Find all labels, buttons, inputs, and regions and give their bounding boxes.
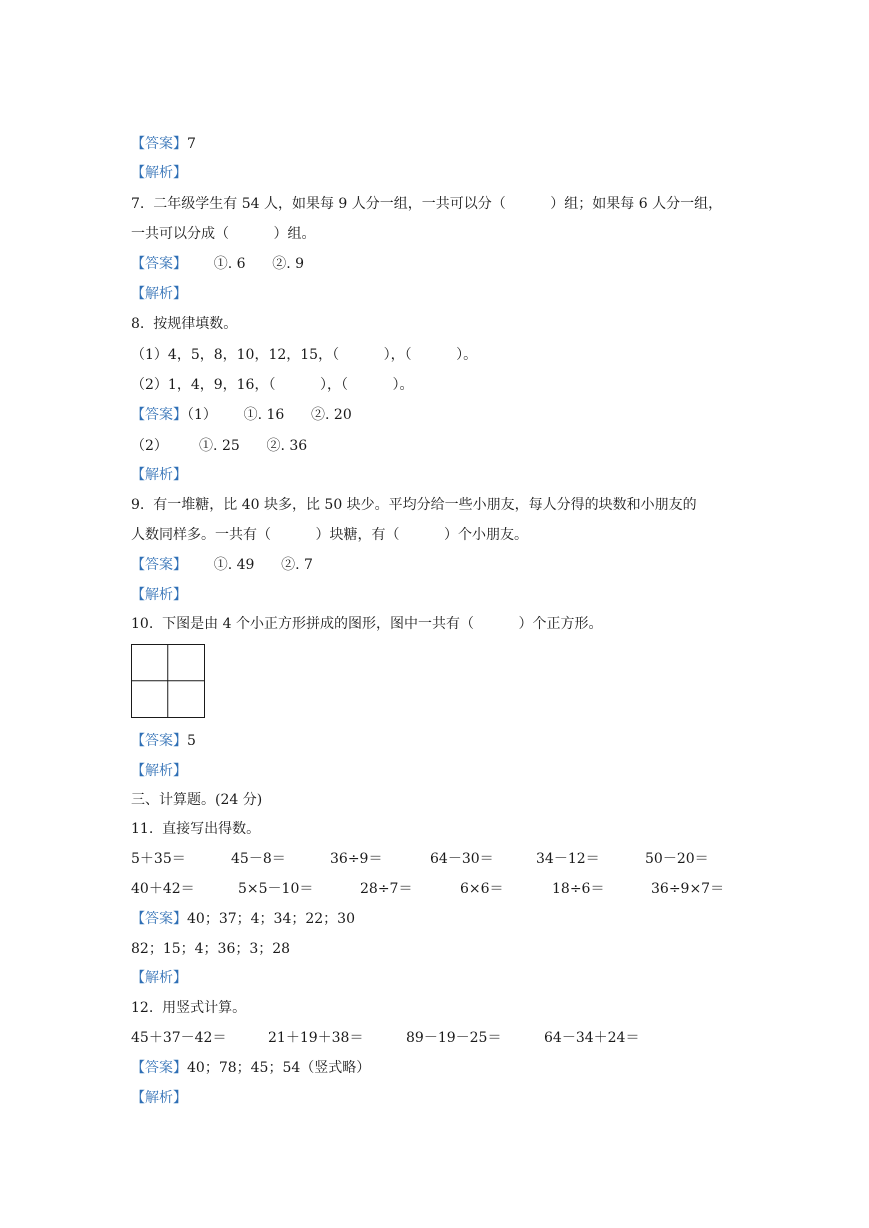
q11-answer-line2: 82；15；4；36；3；28 [131, 941, 291, 957]
q11-item: 5×5－10＝ [238, 881, 314, 897]
q11-item: 64－30＝ [430, 851, 494, 867]
q12-analysis-tag: 【解析】 [131, 1090, 187, 1106]
q12-title: 12. 用竖式计算。 [131, 1000, 247, 1016]
answer-tag: 【答案】 [131, 407, 187, 423]
q6-analysis-tag: 【解析】 [131, 165, 187, 181]
q8-sub1: （1）4，5，8，10，12，15，（ ），（ ）。 [131, 347, 478, 363]
q10-analysis-tag: 【解析】 [131, 763, 187, 779]
answer-value: ①. 49 ②. 7 [187, 557, 313, 573]
answer-value: ①. 6 ②. 9 [187, 256, 305, 272]
q11-answer [131, 909, 355, 929]
answer-value: 40；37；4；34；22；30 [187, 911, 355, 927]
q10-answer [131, 731, 196, 751]
q11-item: 18÷6＝ [552, 881, 605, 897]
answer-tag: 【答案】 [131, 136, 187, 152]
q6-answer [131, 134, 196, 154]
q9-text-line1: 9. 有一堆糖，比 40 块多，比 50 块少。平均分给一些小朋友，每人分得的块数和小朋友的 [131, 497, 697, 513]
q9-text-line2: 人数同样多。一共有（ ）块糖，有（ ）个小朋友。 [131, 527, 529, 543]
q7-text-line2: 一共可以分成（ ）组。 [131, 226, 316, 242]
q9-analysis-tag: 【解析】 [131, 587, 187, 603]
answer-value: （1） ①. 16 ②. 20 [187, 407, 352, 423]
q11-item: 28÷7＝ [360, 881, 413, 897]
q11-item: 34－12＝ [536, 851, 600, 867]
section3-title: 三、计算题。(24 分) [131, 792, 263, 808]
q7-analysis-tag: 【解析】 [131, 286, 187, 302]
q12-item: 21＋19＋38＝ [268, 1030, 364, 1046]
q7-answer [131, 254, 304, 274]
answer-value: 7 [187, 136, 196, 152]
q9-answer [131, 555, 313, 575]
answer-tag: 【答案】 [131, 256, 187, 272]
q8-title: 8. 按规律填数。 [131, 316, 238, 332]
q11-item: 40＋42＝ [131, 881, 195, 897]
q11-item: 36÷9×7＝ [651, 881, 725, 897]
answer-tag: 【答案】 [131, 911, 187, 927]
q11-item: 6×6＝ [460, 881, 504, 897]
q11-item: 5＋35＝ [131, 851, 186, 867]
q10-text: 10. 下图是由 4 个小正方形拼成的图形，图中一共有（ ）个正方形。 [131, 616, 603, 632]
horizontal-divider [132, 680, 204, 681]
q8-answer [131, 405, 352, 425]
answer-value: 5 [187, 733, 196, 749]
answer-value: 40；78；45；54（竖式略） [187, 1060, 371, 1076]
q8-sub2: （2）1，4，9，16，（ ），（ ）。 [131, 377, 414, 393]
q8-analysis-tag: 【解析】 [131, 467, 187, 483]
q12-answer [131, 1058, 370, 1078]
q12-item: 45＋37－42＝ [131, 1030, 227, 1046]
q11-item: 50－20＝ [645, 851, 709, 867]
four-square-figure [131, 644, 205, 718]
q7-text-line1: 7. 二年级学生有 54 人，如果每 9 人分一组，一共可以分（ ）组；如果每 6 人分一组， [131, 196, 723, 212]
answer-tag: 【答案】 [131, 733, 187, 749]
q12-item: 89－19－25＝ [406, 1030, 502, 1046]
q11-analysis-tag: 【解析】 [131, 970, 187, 986]
q12-item: 64－34＋24＝ [544, 1030, 640, 1046]
answer-tag: 【答案】 [131, 557, 187, 573]
q11-item: 45－8＝ [231, 851, 286, 867]
q11-title: 11. 直接写出得数。 [131, 821, 261, 837]
q8-answer-line2: （2） ①. 25 ②. 36 [131, 438, 308, 454]
answer-tag: 【答案】 [131, 1060, 187, 1076]
q11-item: 36÷9＝ [330, 851, 383, 867]
